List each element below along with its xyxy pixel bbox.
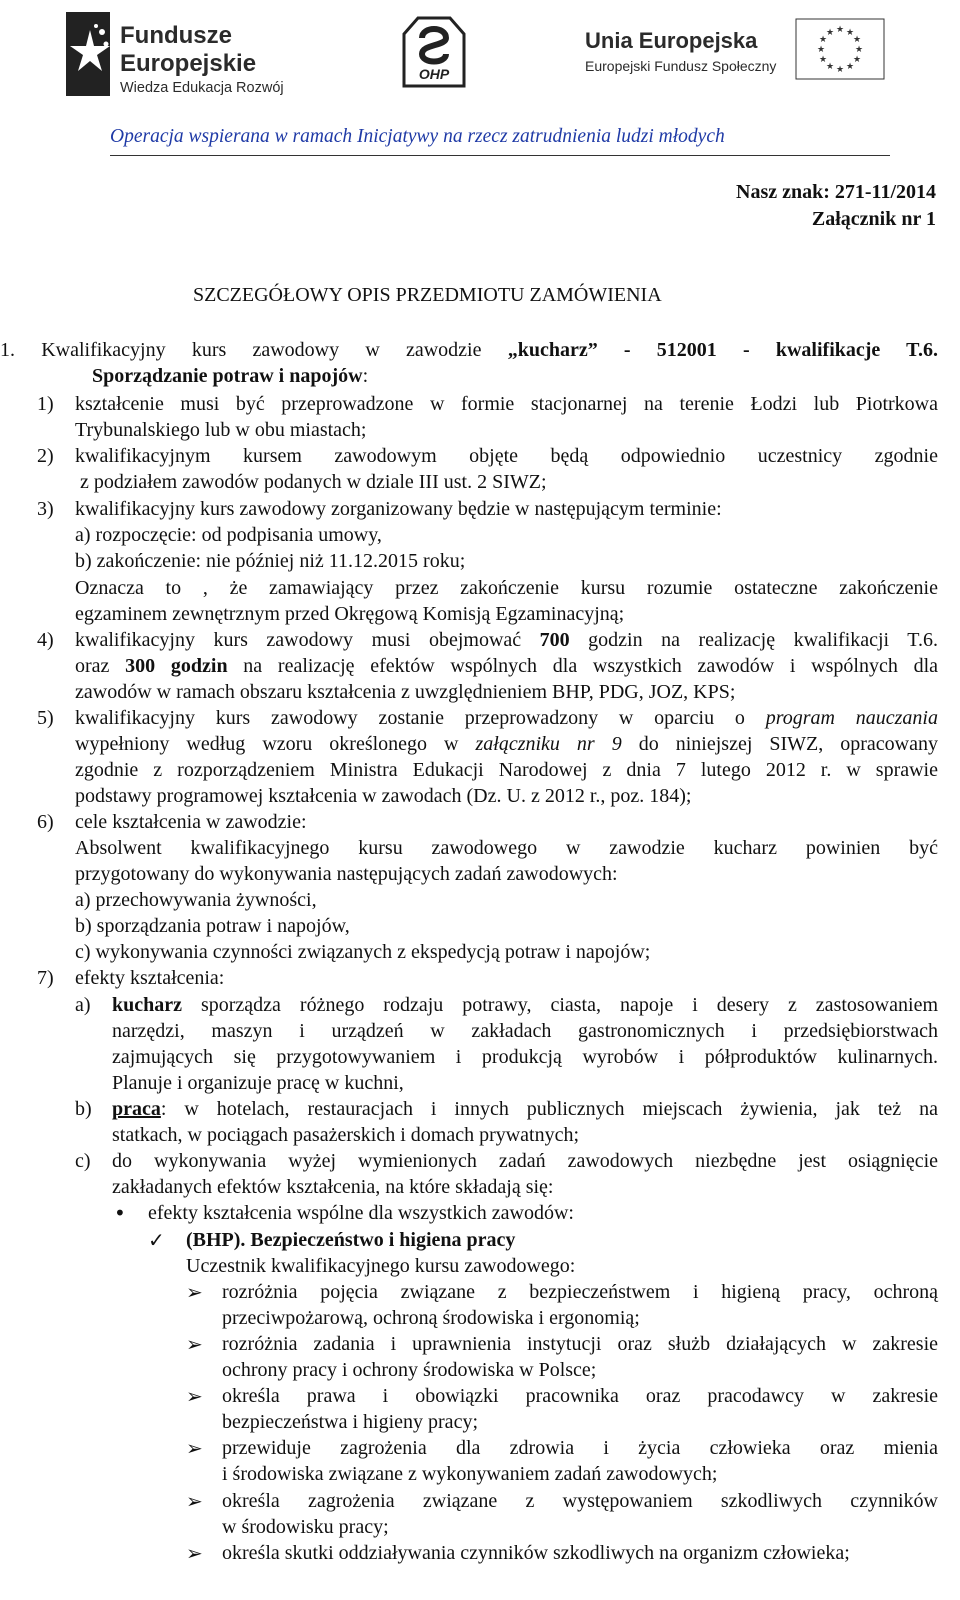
bullet-icon: • bbox=[114, 1201, 126, 1225]
item-3-point-b: b) zakończenie: nie później niż 11.12.2015 roku; bbox=[75, 550, 466, 572]
item-3-line-5: egzaminem zewnętrznym przed Okręgową Komisją Egzaminacyjną; bbox=[75, 603, 625, 625]
item-7-line-1: efekty kształcenia: bbox=[75, 967, 225, 989]
item-5-line-3: zgodnie z rozporządzeniem Ministra Edukacji Narodowej z dnia 7 lutego 2012 r. w sprawie bbox=[75, 759, 938, 781]
bhp-heading: (BHP). Bezpieczeństwo i higiena pracy bbox=[186, 1229, 516, 1251]
bhp-item-3-line-2: bezpieczeństwa i higieny pracy; bbox=[222, 1411, 478, 1433]
arrow-bullet-icon: ➢ bbox=[186, 1541, 203, 1565]
item-7c-line-1: do wykonywania wyżej wymienionych zadań zawodowych niezbędne jest osiągnięcie bbox=[112, 1150, 938, 1172]
item-6-number: 6) bbox=[37, 811, 54, 833]
item-6-line-2: Absolwent kwalifikacyjnego kursu zawodowego w zawodzie kucharz powinien być bbox=[75, 837, 938, 859]
item-3-line-1: kwalifikacyjny kurs zawodowy zorganizowany będzie w następującym terminie: bbox=[75, 498, 722, 520]
ue-logo-line1: Unia Europejska bbox=[585, 28, 758, 53]
item-6-line-1: cele kształcenia w zawodzie: bbox=[75, 811, 307, 833]
item-4-line-3: zawodów w ramach obszaru kształcenia z uwzględnieniem BHP, PDG, JOZ, KPS; bbox=[75, 681, 736, 703]
zalacznik-9: załączniku nr 9 bbox=[475, 733, 622, 755]
arrow-bullet-icon: ➢ bbox=[186, 1332, 203, 1356]
hours-300: 300 godzin bbox=[125, 655, 228, 677]
item-5-line-2: wypełniony według wzoru określonego w załączniku nr 9 do niniejszej SIWZ, opracowany bbox=[75, 733, 938, 755]
operation-line: Operacja wspierana w ramach Inicjatywy na rzecz zatrudnienia ludzi młodych bbox=[110, 126, 725, 147]
svg-text:★: ★ bbox=[852, 55, 862, 65]
item-5-number: 5) bbox=[37, 707, 54, 729]
ohp-logo bbox=[398, 12, 470, 92]
item-4-line-1: kwalifikacyjny kurs zawodowy musi obejmować 700 godzin na realizację kwalifikacji T.6. bbox=[75, 629, 938, 651]
arrow-bullet-icon: ➢ bbox=[186, 1384, 203, 1408]
arrow-bullet-icon: ➢ bbox=[186, 1489, 203, 1513]
item-4-line-2: oraz 300 godzin na realizację efektów wspólnych dla wszystkich zawodów i wspólnych dla bbox=[75, 655, 939, 677]
item-2-number: 2) bbox=[37, 445, 54, 467]
arrow-bullet-icon: ➢ bbox=[186, 1436, 203, 1460]
svg-text:★: ★ bbox=[835, 65, 845, 75]
item-7a-line-3: zajmujących się przygotowywaniem i produkcją wyrobów i półproduktów kulinarnych. bbox=[112, 1046, 938, 1068]
svg-text:★: ★ bbox=[818, 35, 828, 45]
document-title: SZCZEGÓŁOWY OPIS PRZEDMIOTU ZAMÓWIENIA bbox=[193, 284, 662, 306]
item-6-point-c: c) wykonywania czynności związanych z ekspedycją potraw i napojów; bbox=[75, 941, 651, 963]
section-heading bbox=[0, 338, 938, 362]
bhp-item-2-line-1: rozróżnia zadania i uprawnienia instytucji oraz służb działających w zakresie bbox=[222, 1333, 938, 1355]
item-6-point-a: a) przechowywania żywności, bbox=[75, 889, 317, 911]
svg-text:★: ★ bbox=[845, 28, 855, 38]
unia-europejska-logo bbox=[585, 18, 945, 88]
section-heading-bold: „kucharz” - 512001 - kwalifikacje T.6. bbox=[507, 339, 938, 361]
fe-logo-line3: Wiedza Edukacja Rozwój bbox=[120, 80, 284, 96]
bhp-item-4-line-1: przewiduje zagrożenia dla zdrowia i życia człowieka oraz mienia bbox=[222, 1437, 938, 1459]
svg-text:★: ★ bbox=[835, 25, 845, 35]
item-7a-line-4: Planuje i organizuje pracę w kuchni, bbox=[112, 1072, 404, 1094]
item-7a-line-2: narzędzi, maszyn i urządzeń w zakładach gastronomicznych i przedsiębiorstwach bbox=[112, 1020, 938, 1042]
kucharz-bold: kucharz bbox=[112, 994, 182, 1016]
item-7b-line-2: statkach, w pociągach pasażerskich i domach prywatnych; bbox=[112, 1124, 580, 1146]
item-7b-line-1: praca: w hotelach, restauracjach i innych publicznych miejscach żywienia, jak też na bbox=[112, 1098, 938, 1120]
item-6-line-3: przygotowany do wykonywania następujących zadań zawodowych: bbox=[75, 863, 618, 885]
svg-text:★: ★ bbox=[854, 45, 864, 55]
header-divider bbox=[110, 155, 890, 156]
svg-text:★: ★ bbox=[845, 62, 855, 72]
section-subheading-bold: Sporządzanie potraw i napojów bbox=[92, 365, 363, 387]
checkmark-icon: ✓ bbox=[148, 1228, 165, 1252]
section-subheading: Sporządzanie potraw i napojów: bbox=[92, 365, 369, 387]
svg-text:★: ★ bbox=[818, 55, 828, 65]
bhp-item-5-line-1: określa zagrożenia związane z występowaniem szkodliwych czynników bbox=[222, 1490, 938, 1512]
item-2-line-1: kwalifikacyjnym kursem zawodowym objęte będą odpowiednio uczestnicy zgodnie bbox=[75, 445, 938, 467]
item-3-number: 3) bbox=[37, 498, 54, 520]
item-3-point-a: a) rozpoczęcie: od podpisania umowy, bbox=[75, 524, 382, 546]
item-5-line-4: podstawy programowej kształcenia w zawodach (Dz. U. z 2012 r., poz. 184); bbox=[75, 785, 692, 807]
praca-bold-underlined: praca bbox=[112, 1098, 161, 1120]
item-2-line-2: z podziałem zawodów podanych w dziale III ust. 2 SIWZ; bbox=[80, 471, 547, 493]
arrow-bullet-icon: ➢ bbox=[186, 1280, 203, 1304]
hours-700: 700 bbox=[539, 629, 570, 651]
fe-logo-line2: Europejskie bbox=[120, 50, 257, 77]
reference-sign: Nasz znak: 271-11/2014 bbox=[736, 181, 936, 203]
item-1-number: 1) bbox=[37, 393, 54, 415]
ue-logo-line2: Europejski Fundusz Społeczny bbox=[585, 58, 777, 74]
program-nauczania: program nauczania bbox=[765, 707, 938, 729]
item-6-point-b: b) sporządzania potraw i napojów, bbox=[75, 915, 350, 937]
item-4-number: 4) bbox=[37, 629, 54, 651]
item-1-line-1: kształcenie musi być przeprowadzone w formie stacjonarnej na terenie Łodzi lub Piotrkowa bbox=[75, 393, 938, 415]
bhp-item-2-line-2: ochrony pracy i ochrony środowiska w Polsce; bbox=[222, 1359, 597, 1381]
fe-logo-line1: Fundusze bbox=[120, 22, 232, 49]
ohp-logo-text: OHP bbox=[418, 66, 450, 82]
bhp-item-6-line-1: określa skutki oddziaływania czynników szkodliwych na organizm człowieka; bbox=[222, 1542, 850, 1564]
bhp-item-1-line-1: rozróżnia pojęcia związane z bezpieczeństwem i higieną pracy, ochroną bbox=[222, 1281, 938, 1303]
fundusze-europejskie-logo bbox=[56, 10, 316, 100]
bullet-line: efekty kształcenia wspólne dla wszystkich zawodów: bbox=[148, 1202, 574, 1224]
bhp-item-5-line-2: w środowisku pracy; bbox=[222, 1516, 389, 1538]
bhp-intro: Uczestnik kwalifikacyjnego kursu zawodowego: bbox=[186, 1255, 576, 1277]
section-heading-text: 1. Kwalifikacyjny kurs zawodowy w zawodzie bbox=[0, 339, 508, 361]
item-7a-line-1: kucharz sporządza różnego rodzaju potrawy, ciasta, napoje i desery z zastosowaniem bbox=[112, 994, 938, 1016]
item-5-line-1: kwalifikacyjny kurs zawodowy zostanie przeprowadzony w oparciu o program nauczania bbox=[75, 707, 938, 729]
svg-text:★: ★ bbox=[816, 45, 826, 55]
bhp-item-4-line-2: i środowiska związane z wykonywaniem zadań zawodowych; bbox=[222, 1463, 718, 1485]
bhp-item-1-line-2: przeciwpożarową, ochroną środowiska i ergonomią; bbox=[222, 1307, 640, 1329]
eu-flag-icon bbox=[795, 18, 885, 80]
item-3-line-4: Oznacza to , że zamawiający przez zakończenie kursu rozumie ostateczne zakończenie bbox=[75, 577, 938, 599]
fundusze-europejskie-star-icon bbox=[56, 10, 116, 100]
item-1-line-2: Trybunalskiego lub w obu miastach; bbox=[75, 419, 367, 441]
item-7c-number: c) bbox=[75, 1150, 91, 1172]
svg-text:★: ★ bbox=[852, 35, 862, 45]
item-7-number: 7) bbox=[37, 967, 54, 989]
attachment-label: Załącznik nr 1 bbox=[811, 208, 936, 230]
item-7a-number: a) bbox=[75, 994, 91, 1016]
bhp-item-3-line-1: określa prawa i obowiązki pracownika oraz pracodawcy w zakresie bbox=[222, 1385, 938, 1407]
header-logos bbox=[0, 0, 960, 115]
item-7c-line-2: zakładanych efektów kształcenia, na które składają się: bbox=[112, 1176, 554, 1198]
item-7b-number: b) bbox=[75, 1098, 92, 1120]
svg-text:★: ★ bbox=[825, 62, 835, 72]
svg-text:★: ★ bbox=[825, 28, 835, 38]
